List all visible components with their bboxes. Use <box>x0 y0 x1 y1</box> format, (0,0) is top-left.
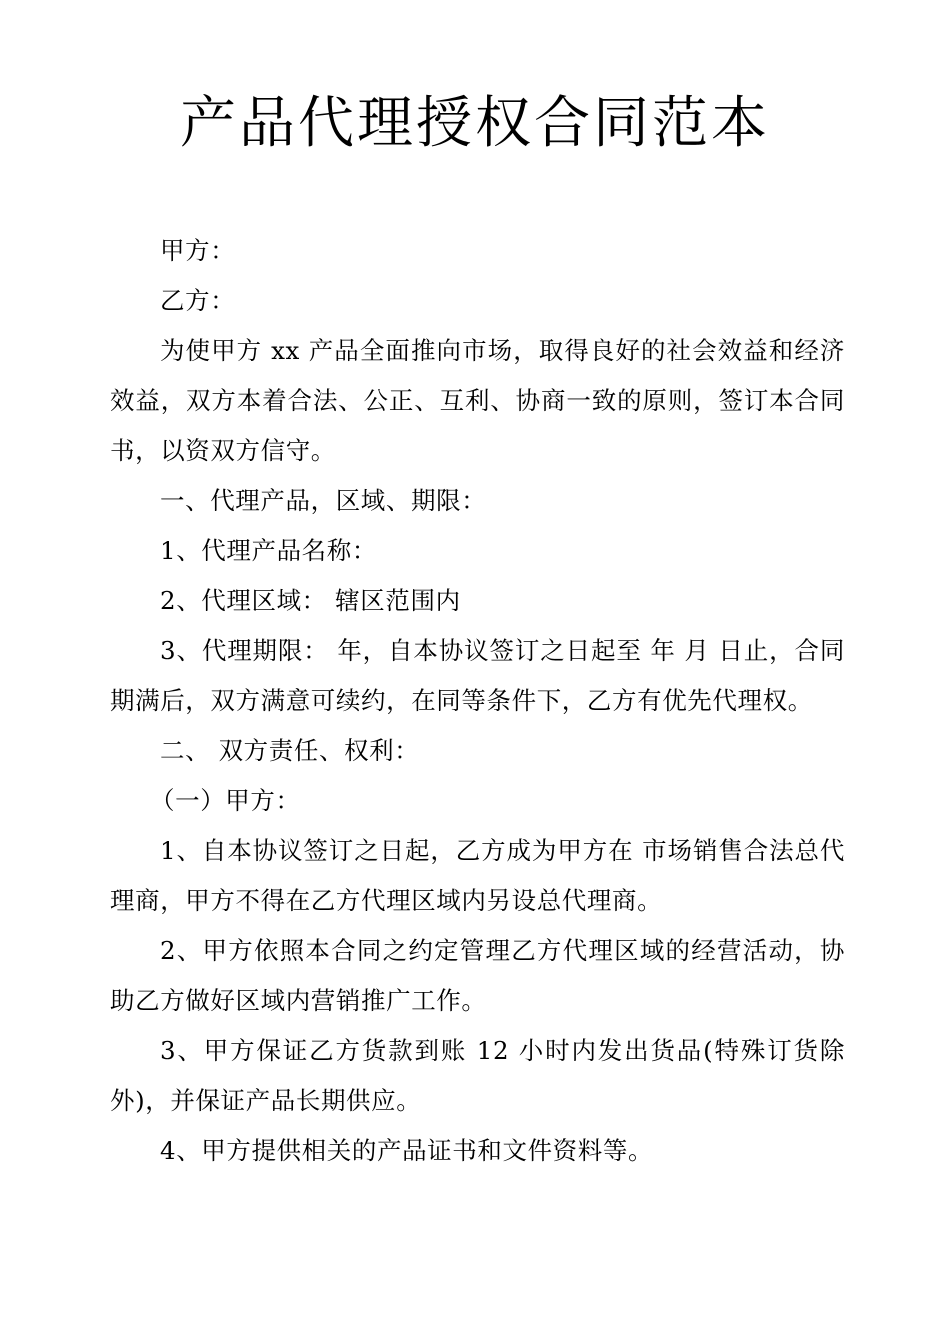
preamble-paragraph: 为使甲方 xx 产品全面推向市场，取得良好的社会效益和经济效益，双方本着合法、公正、互利、协商一致的原则，签订本合同书，以资双方信守。 <box>110 336 845 465</box>
clause-product-name: 1、代理产品名称： <box>160 536 377 565</box>
clause-a-4: 4、甲方提供相关的产品证书和文件资料等。 <box>160 1136 654 1165</box>
clause-agency-region: 2、代理区域： 辖区范围内 <box>160 586 461 615</box>
clause-agency-term: 3、代理期限： 年，自本协议签订之日起至 年 月 日止，合同期满后，双方满意可续约，在同等条件下，乙方有优先代理权。 <box>110 636 845 715</box>
subsection-heading-party-a: （一）甲方： <box>150 786 301 815</box>
section-heading-1: 一、代理产品，区域、期限： <box>160 486 487 515</box>
clause-a-1: 1、自本协议签订之日起，乙方成为甲方在 市场销售合法总代理商，甲方不得在乙方代理区域内另设总代理商。 <box>110 836 845 915</box>
section-heading-2: 二、 双方责任、权利： <box>160 736 420 765</box>
clause-a-2: 2、甲方依照本合同之约定管理乙方代理区域的经营活动，协助乙方做好区域内营销推广工作。 <box>110 936 845 1015</box>
document-body <box>110 226 845 1176</box>
clause-a-3: 3、甲方保证乙方货款到账 12 小时内发出货品(特殊订货除外)，并保证产品长期供应。 <box>110 1036 845 1115</box>
party-a-line: 甲方： <box>160 236 236 265</box>
party-b-line: 乙方： <box>160 286 236 315</box>
document-title: 产品代理授权合同范本 <box>180 91 770 156</box>
